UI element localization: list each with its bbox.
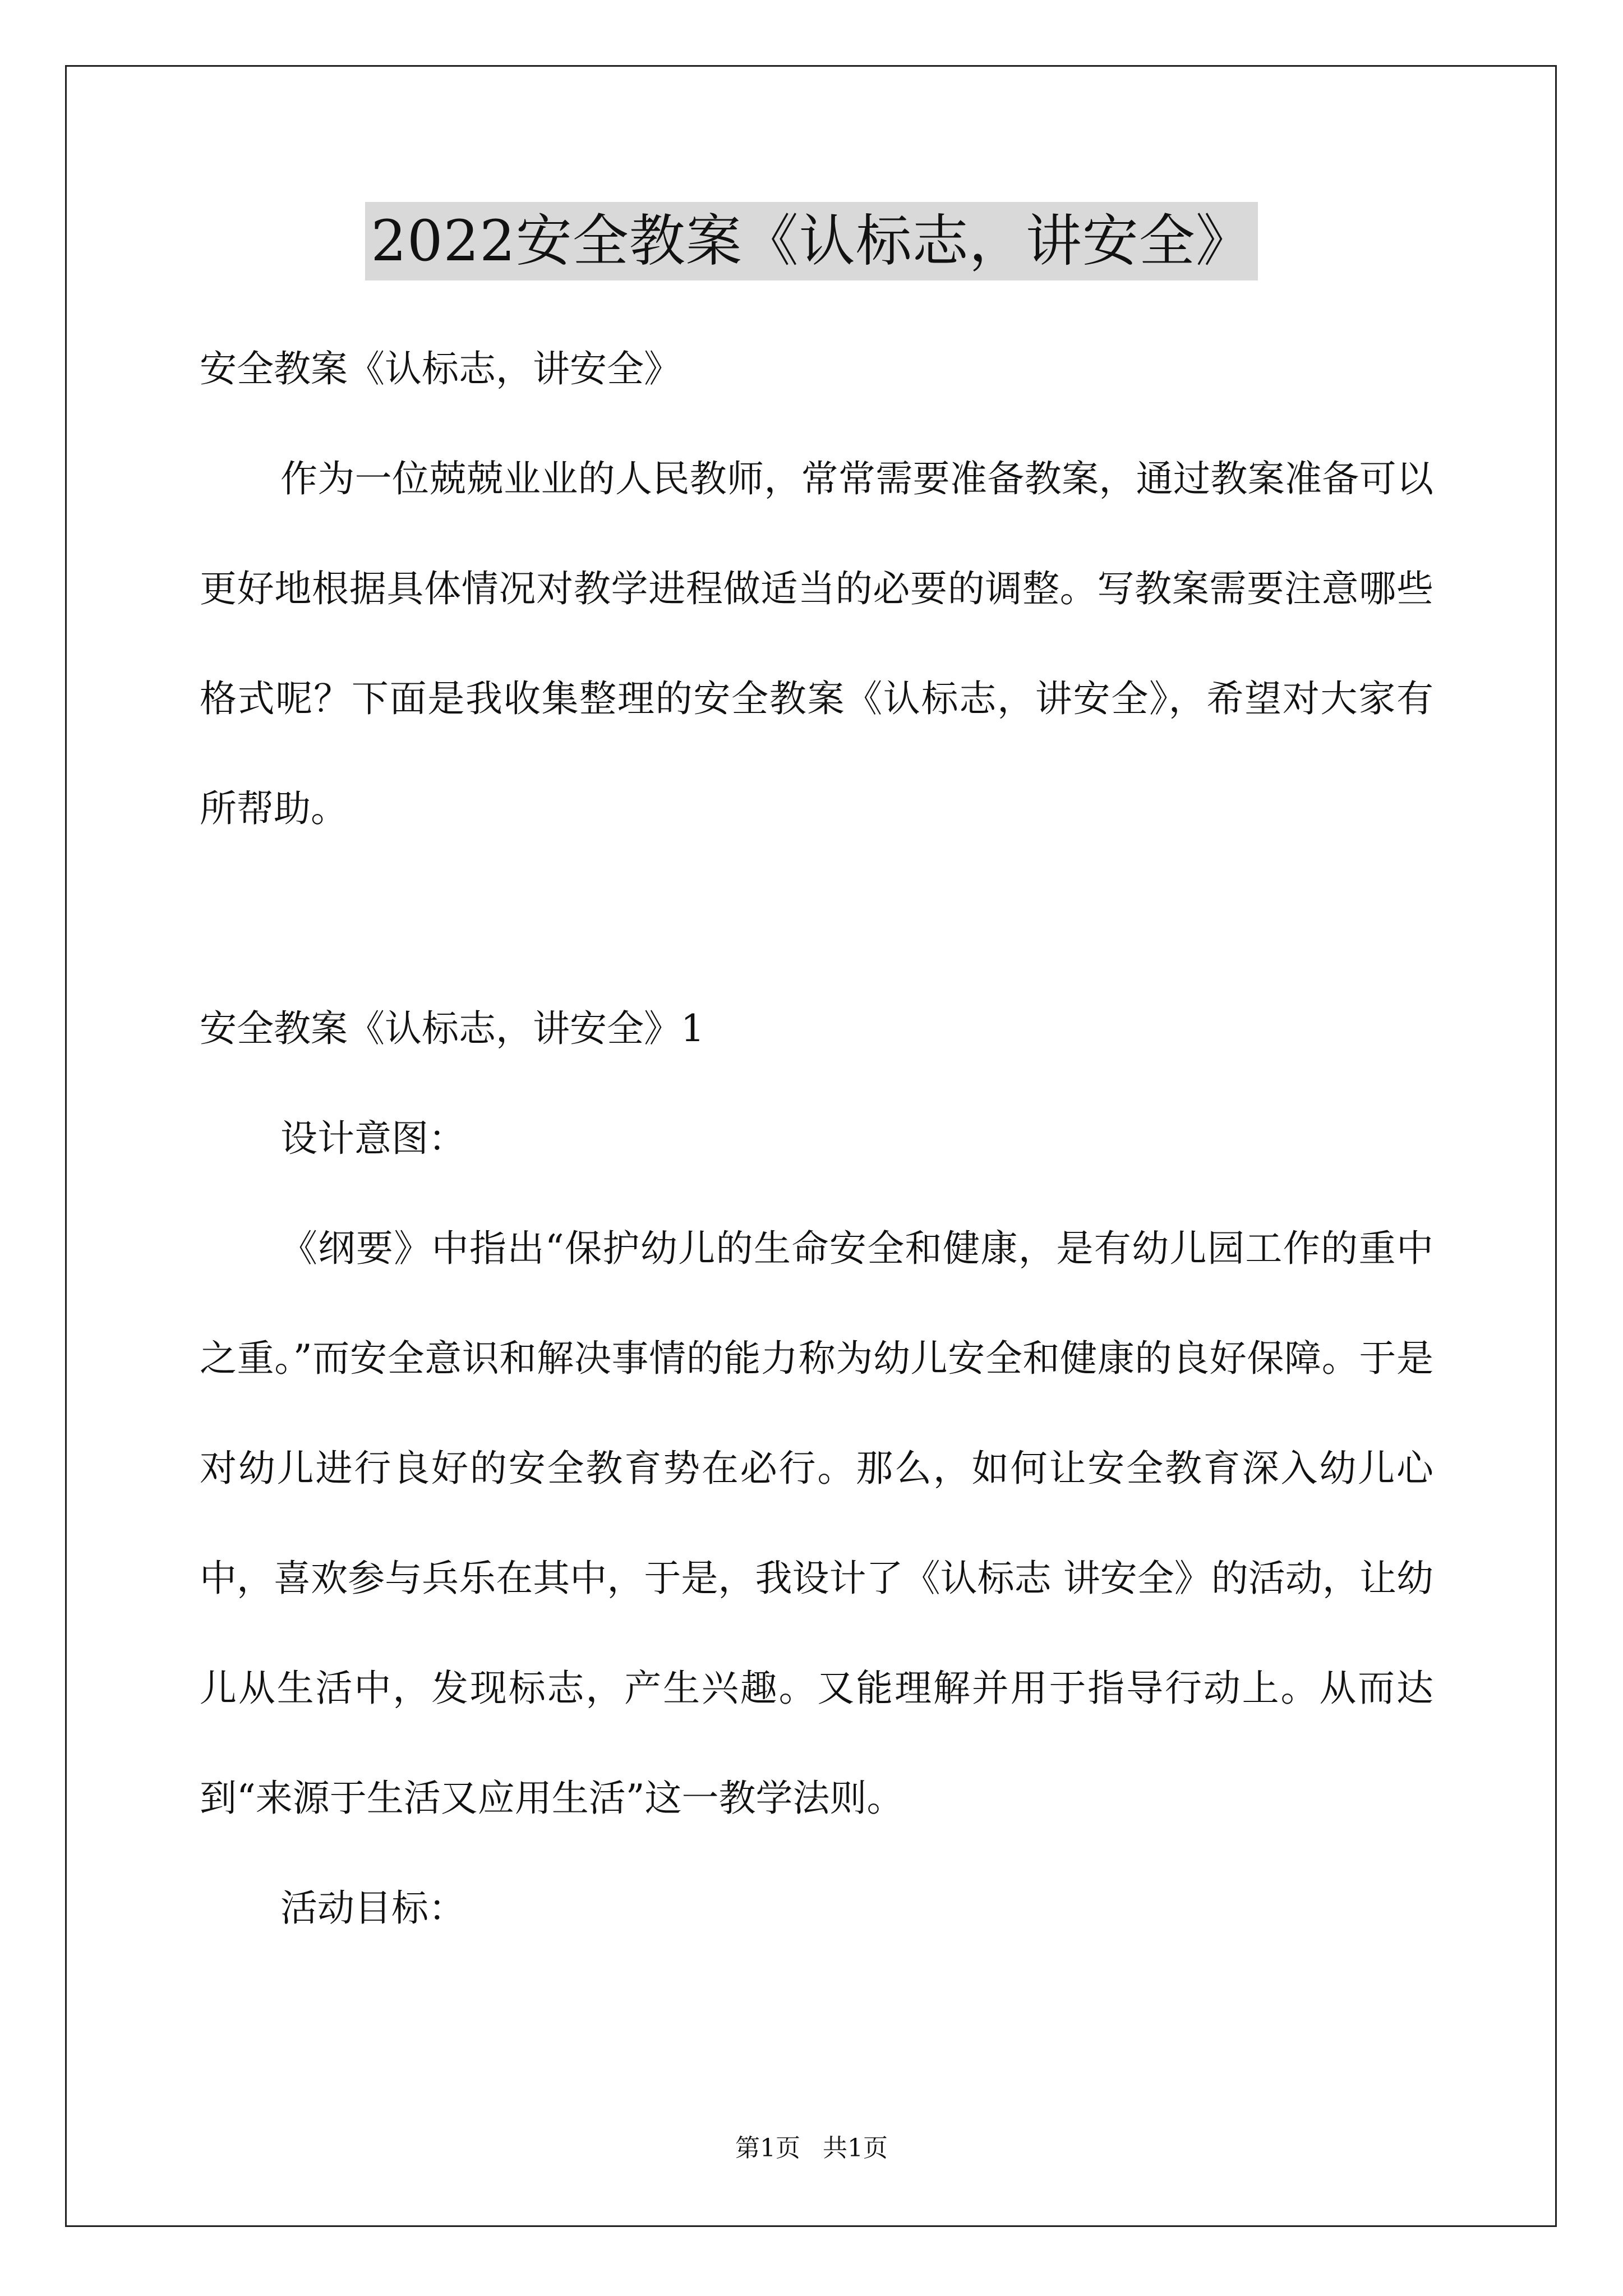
page-footer [0, 2132, 1623, 2165]
activity-goal-label: 活动目标： [280, 1887, 465, 1930]
page-number: 第1页 [735, 2134, 800, 2162]
design-intent-paragraph: 《纲要》中指出“保护幼儿的生命安全和健康，是有幼儿园工作的重中之重。”而安全意识和解决事情的能力称为幼儿安全和健康的良好保障。于是对幼儿进行良好的安全教育势在必行。那么，如何让安全教育深入幼儿心中，喜欢参与兵乐在其中，于是，我设计了《认标志 讲安全》的活动，让幼儿从生活中，发现标志，产生兴趣。又能理解并用于指导行动上。从而达到“来源于生活又应用生活”这一教学法则。 [200, 1227, 1433, 1820]
section-heading: 安全教案《认标志，讲安全》1 [200, 1007, 704, 1050]
document-body [200, 314, 1433, 1963]
design-intent-label: 设计意图： [280, 1117, 465, 1160]
subtitle: 安全教案《认标志，讲安全》 [200, 347, 681, 390]
spacer [200, 864, 1433, 974]
title-container [0, 202, 1623, 280]
page-total: 共1页 [823, 2134, 888, 2162]
document-title: 2022安全教案《认标志，讲安全》 [365, 202, 1258, 280]
intro-paragraph: 作为一位兢兢业业的人民教师，常常需要准备教案，通过教案准备可以更好地根据具体情况对教学进程做适当的必要的调整。写教案需要注意哪些格式呢？下面是我收集整理的安全教案《认标志，讲安全》，希望对大家有所帮助。 [200, 457, 1433, 830]
